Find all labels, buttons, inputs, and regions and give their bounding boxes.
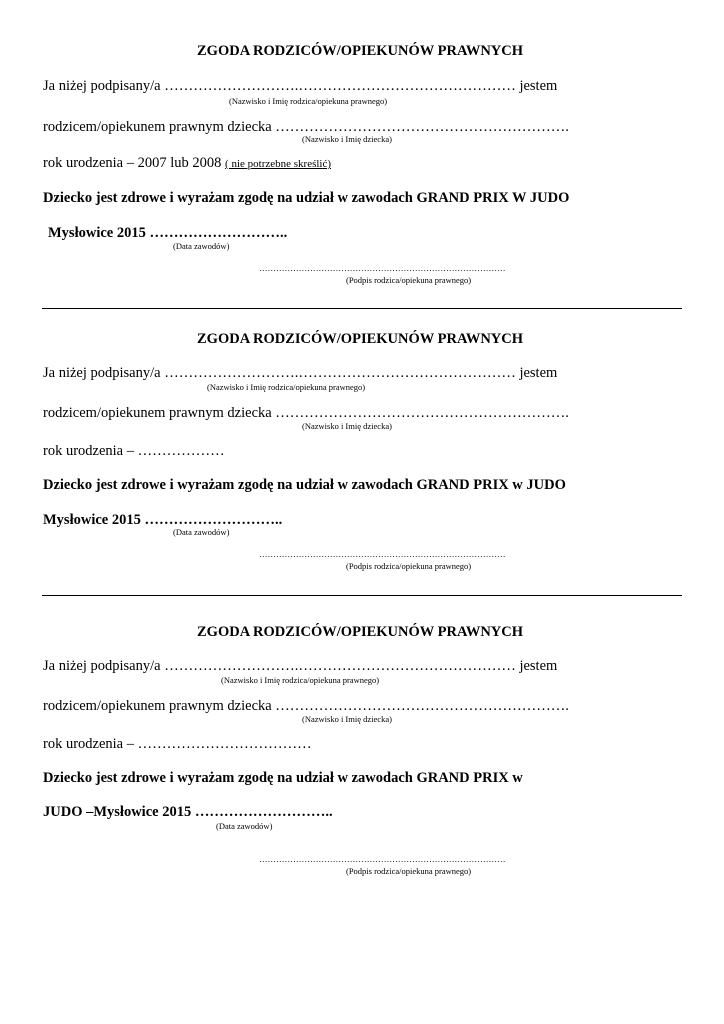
birth-year-text: rok urodzenia – 2007 lub 2008: [43, 155, 222, 171]
child-name-caption: (Nazwisko i Imię dziecka): [302, 421, 392, 431]
date-caption: (Data zawodów): [173, 527, 230, 537]
birth-year-line: [43, 155, 331, 172]
signature-caption: (Podpis rodzica/opiekuna prawnego): [346, 866, 472, 876]
signature-line: ……………………………………………………………………………: [259, 263, 506, 273]
consent-text: Dziecko jest zdrowe i wyrażam zgodę na udział w zawodach GRAND PRIX w: [43, 770, 523, 786]
child-name-caption: (Nazwisko i Imię dziecka): [302, 714, 392, 724]
date-line: Mysłowice 2015 ………………………..: [48, 225, 288, 241]
form-title: ZGODA RODZICÓW/OPIEKUNÓW PRAWNYCH: [197, 43, 524, 59]
date-line: JUDO –Mysłowice 2015 ………………………..: [43, 804, 333, 820]
date-caption: (Data zawodów): [216, 821, 273, 831]
parent-name-caption: (Nazwisko i Imię rodzica/opiekuna prawnego): [229, 96, 388, 106]
parent-name-line: Ja niżej podpisany/a ……………………….……………………………………… jestem: [43, 78, 558, 94]
parent-name-caption: (Nazwisko i Imię rodzica/opiekuna prawnego): [207, 382, 366, 392]
child-name-line: rodzicem/opiekunem prawnym dziecka …………………………………………………….: [43, 698, 569, 714]
child-name-line: rodzicem/opiekunem prawnym dziecka …………………………………………………….: [43, 405, 569, 421]
form-title: ZGODA RODZICÓW/OPIEKUNÓW PRAWNYCH: [197, 331, 524, 347]
date-caption: (Data zawodów): [173, 241, 230, 251]
divider-2: [42, 595, 682, 596]
signature-line: ……………………………………………………………………………: [259, 854, 506, 864]
birth-year-line: rok urodzenia – ………………………………: [43, 736, 312, 752]
form-title: ZGODA RODZICÓW/OPIEKUNÓW PRAWNYCH: [197, 624, 524, 640]
child-name-line: rodzicem/opiekunem prawnym dziecka …………………………………………………….: [43, 119, 569, 135]
parent-name-caption: (Nazwisko i Imię rodzica/opiekuna prawnego): [221, 675, 380, 685]
divider-1: [42, 308, 682, 309]
parent-name-line: Ja niżej podpisany/a ……………………….……………………………………… jestem: [43, 365, 558, 381]
consent-text: Dziecko jest zdrowe i wyrażam zgodę na udział w zawodach GRAND PRIX w JUDO: [43, 477, 566, 493]
birth-year-line: rok urodzenia – ………………: [43, 443, 225, 459]
consent-text: Dziecko jest zdrowe i wyrażam zgodę na udział w zawodach GRAND PRIX W JUDO: [43, 190, 570, 206]
date-line: Mysłowice 2015 ………………………..: [43, 512, 283, 528]
signature-caption: (Podpis rodzica/opiekuna prawnego): [346, 561, 472, 571]
strike-note: ( nie potrzebne skreślić): [225, 158, 332, 170]
signature-line: ……………………………………………………………………………: [259, 549, 506, 559]
child-name-caption: (Nazwisko i Imię dziecka): [302, 134, 392, 144]
signature-caption: (Podpis rodzica/opiekuna prawnego): [346, 275, 472, 285]
parent-name-line: Ja niżej podpisany/a ……………………….……………………………………… jestem: [43, 658, 558, 674]
